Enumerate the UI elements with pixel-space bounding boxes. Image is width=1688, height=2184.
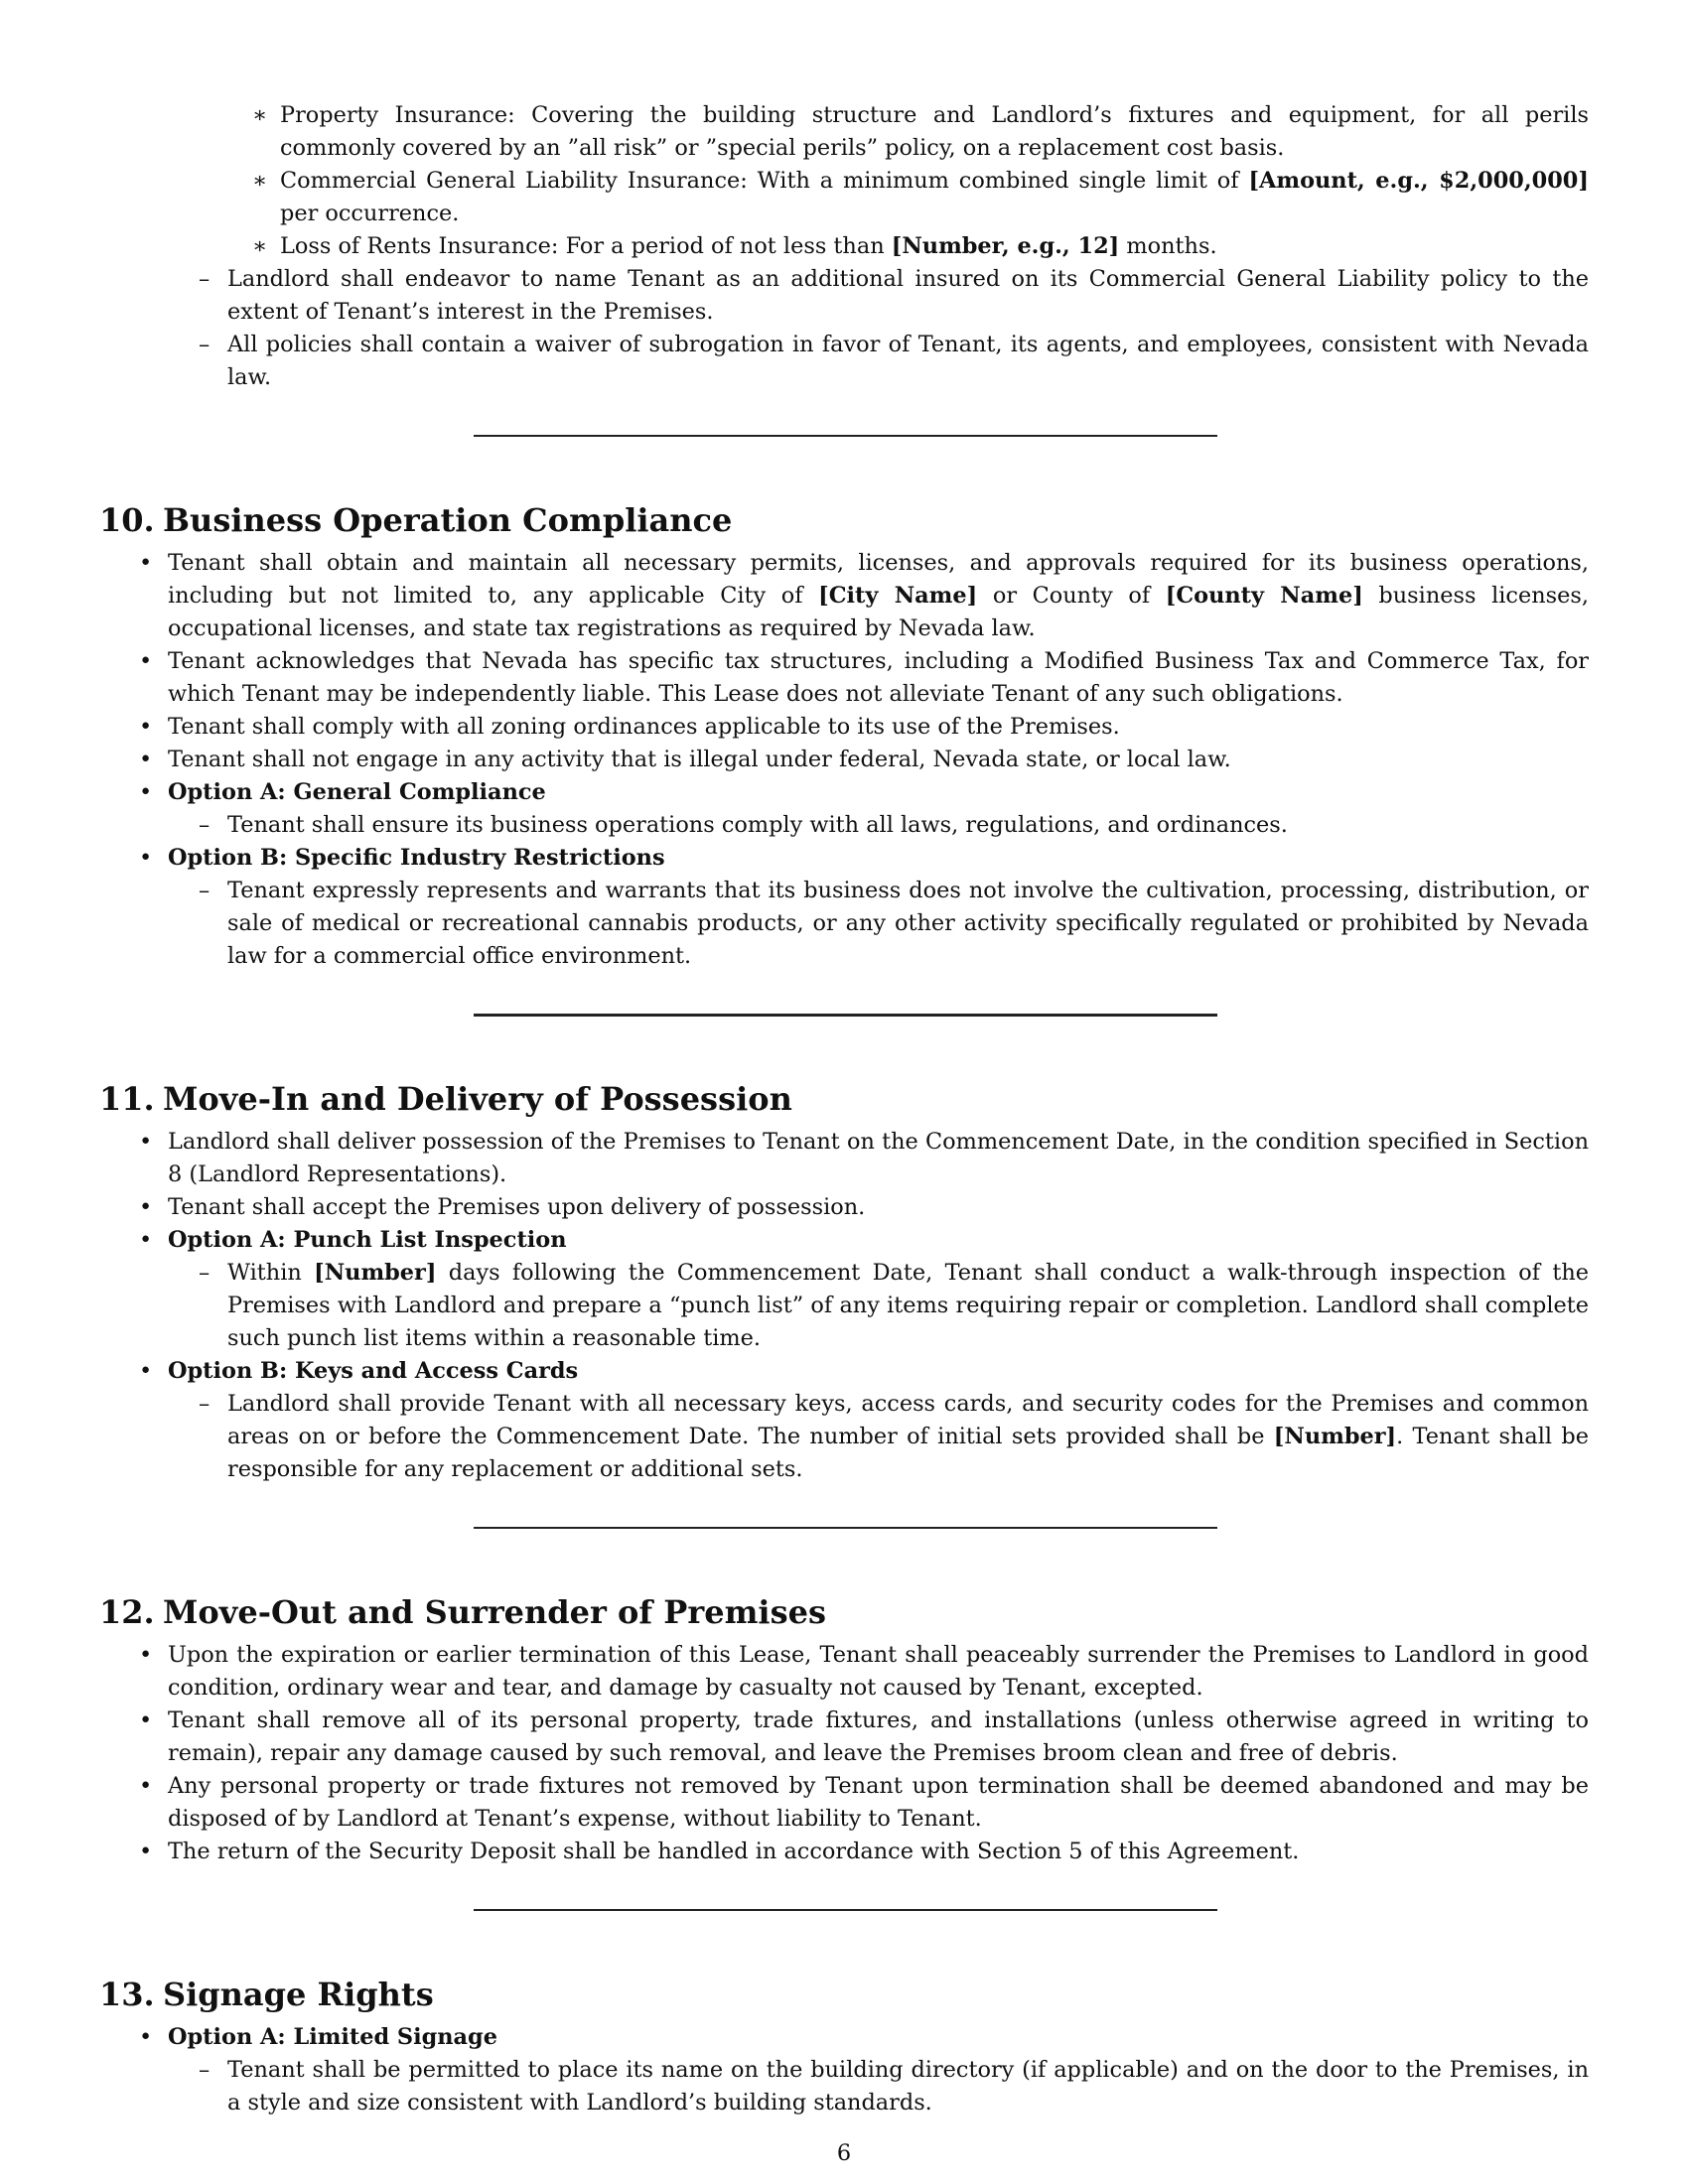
section-11	[99, 1077, 1589, 1486]
additional-insured-item: – Landlord shall endeavor to name Tenant as an additional insured on its Commercial General Liability policy to the extent of Tenant’s interest in the Premises.	[99, 263, 1589, 329]
bullet: •	[139, 1642, 153, 1668]
option-a-label: • Option A: Limited Signage	[99, 2021, 1589, 2054]
option-a-text: – Within [Number] days following the Commencement Date, Tenant shall conduct a walk-through inspection of the Premises with Landlord and prepare a “punch list” of any items requiring repair or completion. Landlord shall complete such punch list items within a reasonable time.	[99, 1257, 1589, 1355]
dash-bullet: –	[199, 812, 211, 838]
option-b-label: • Option B: Keys and Access Cards	[99, 1355, 1589, 1388]
bullet: •	[139, 1227, 153, 1253]
section-heading: 10. Business Operation Compliance	[99, 501, 733, 539]
section-heading: 11. Move-In and Delivery of Possession	[99, 1080, 792, 1118]
bullet: •	[139, 1194, 153, 1220]
option-b-label: • Option B: Specific Industry Restrictions	[99, 842, 1589, 875]
star-bullet: ∗	[252, 102, 268, 128]
number-placeholder: [Number]	[1273, 1424, 1397, 1449]
page-number: 6	[836, 2140, 852, 2166]
option-a-label: • Option A: Punch List Inspection	[99, 1224, 1589, 1257]
bullet: •	[139, 1707, 153, 1733]
dash-bullet: –	[199, 266, 211, 292]
property-insurance-item: ∗ Property Insurance: Covering the building structure and Landlord’s fixtures and equipment, for all perils commonly covered by an ”all risk” or ”special perils” policy, on a replacement cost basis.	[99, 99, 1589, 165]
option-a-label: • Option A: General Compliance	[99, 776, 1589, 809]
deliver-item: • Landlord shall deliver possession of the Premises to Tenant on the Commencement Date, in the condition specified in Section 8 (Landlord Representations).	[99, 1126, 1589, 1191]
bullet: •	[139, 1773, 153, 1799]
dash-bullet: –	[199, 2057, 211, 2083]
bullet: •	[139, 1129, 153, 1155]
number-placeholder: [Number]	[314, 1260, 437, 1286]
permits-item: • Tenant shall obtain and maintain all necessary permits, licenses, and approvals required for its business operations, including but not limited to, any applicable City of [City Name] or County of [County Name] business licenses, occupational licenses, and state tax registrations as required by Nevada law.	[99, 547, 1589, 645]
section-10	[99, 498, 1589, 973]
tax-item: • Tenant acknowledges that Nevada has specific tax structures, including a Modified Business Tax and Commerce Tax, for which Tenant may be independently liable. This Lease does not alleviate Tenant of any such obligations.	[99, 645, 1589, 711]
bullet: •	[139, 714, 153, 740]
dash-bullet: –	[199, 332, 211, 357]
option-a-text: – Tenant shall be permitted to place its name on the building directory (if applicable) and on the door to the Premises, in a style and size consistent with Landlord’s building standards.	[99, 2054, 1589, 2119]
bullet: •	[139, 648, 153, 674]
abandoned-property-item: • Any personal property or trade fixtures not removed by Tenant upon termination shall be deemed abandoned and may be disposed of by Landlord at Tenant’s expense, without liability to Tenant.	[99, 1770, 1589, 1836]
amount-placeholder: [Amount, e.g., $2,000,000]	[1248, 168, 1589, 194]
section-divider	[99, 394, 1589, 498]
section-divider	[99, 1486, 1589, 1590]
bullet: •	[139, 550, 153, 576]
star-bullet: ∗	[252, 233, 268, 259]
surrender-item: • Upon the expiration or earlier termination of this Lease, Tenant shall peaceably surrender the Premises to Landlord in good condition, ordinary wear and tear, and damage by casualty not caused by Tenant, excepted.	[99, 1639, 1589, 1705]
section-divider	[99, 1868, 1589, 1973]
document-body	[99, 99, 1589, 2119]
bullet: •	[139, 1839, 153, 1864]
remove-property-item: • Tenant shall remove all of its personal property, trade fixtures, and installations (unless otherwise agreed in writing to remain), repair any damage caused by such removal, and leave the Premises broom clean and free of debris.	[99, 1705, 1589, 1770]
option-a-text: – Tenant shall ensure its business operations comply with all laws, regulations, and ordinances.	[99, 809, 1589, 842]
city-placeholder: [City Name]	[818, 583, 978, 609]
cgl-insurance-item: ∗ Commercial General Liability Insurance: With a minimum combined single limit of [Amount, e.g., $2,000,000] per occurrence.	[99, 165, 1589, 230]
star-bullet: ∗	[252, 168, 268, 194]
option-b-text: – Landlord shall provide Tenant with all necessary keys, access cards, and security codes for the Premises and common areas on or before the Commencement Date. The number of initial sets provided shall be [Number]. Tenant shall be responsible for any replacement or additional sets.	[99, 1388, 1589, 1486]
bullet: •	[139, 845, 153, 871]
section-heading: 13. Signage Rights	[99, 1976, 434, 2013]
county-placeholder: [County Name]	[1165, 583, 1363, 609]
bullet: •	[139, 1358, 153, 1384]
dash-bullet: –	[199, 878, 211, 903]
security-deposit-item: • The return of the Security Deposit shall be handled in accordance with Section 5 of this Agreement.	[99, 1836, 1589, 1868]
dash-bullet: –	[199, 1391, 211, 1417]
accept-item: • Tenant shall accept the Premises upon delivery of possession.	[99, 1191, 1589, 1224]
zoning-item: • Tenant shall comply with all zoning ordinances applicable to its use of the Premises.	[99, 711, 1589, 744]
dash-bullet: –	[199, 1260, 211, 1286]
illegal-activity-item: • Tenant shall not engage in any activity that is illegal under federal, Nevada state, or local law.	[99, 744, 1589, 776]
bullet: •	[139, 2024, 153, 2050]
months-placeholder: [Number, e.g., 12]	[891, 233, 1120, 259]
section-13	[99, 1973, 1589, 2119]
section-divider	[99, 973, 1589, 1077]
loss-of-rents-item: ∗ Loss of Rents Insurance: For a period of not less than [Number, e.g., 12] months.	[99, 230, 1589, 263]
bullet: •	[139, 779, 153, 805]
insurance-continuation	[99, 99, 1589, 394]
bullet: •	[139, 747, 153, 772]
waiver-item: – All policies shall contain a waiver of subrogation in favor of Tenant, its agents, and employees, consistent with Nevada law.	[99, 329, 1589, 394]
section-heading: 12. Move-Out and Surrender of Premises	[99, 1593, 826, 1631]
option-b-text: – Tenant expressly represents and warrants that its business does not involve the cultivation, processing, distribution, or sale of medical or recreational cannabis products, or any other activity specifically regulated or prohibited by Nevada law for a commercial office environment.	[99, 875, 1589, 973]
section-12	[99, 1590, 1589, 1868]
